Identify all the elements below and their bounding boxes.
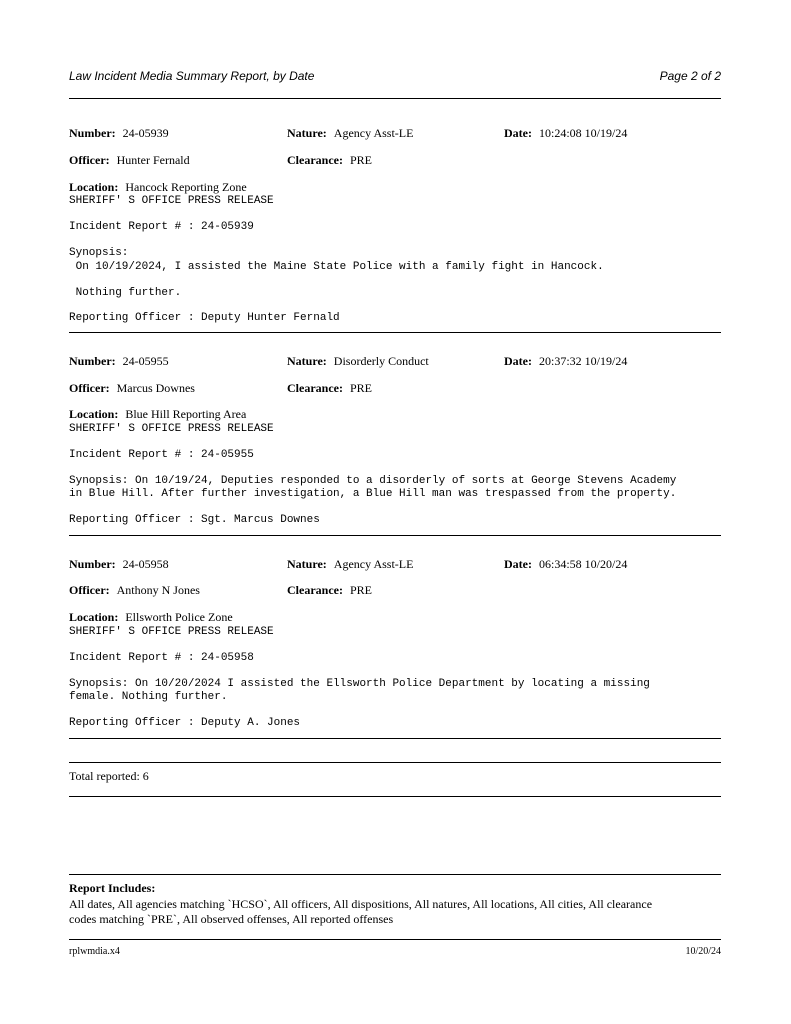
incident-date (504, 354, 627, 369)
clearance-value: PRE (349, 381, 372, 395)
reporting-officer-line: Reporting Officer : Deputy A. Jones (69, 717, 301, 729)
number-label: Number: (69, 557, 116, 571)
clearance-label: Clearance: (287, 583, 343, 597)
reporting-officer-line: Reporting Officer : Sgt. Marcus Downes (69, 514, 320, 526)
divider (69, 535, 721, 536)
incident-number (69, 557, 169, 572)
synopsis-line: female. Nothing further. (69, 691, 228, 703)
incident-location (69, 610, 233, 625)
office-line: SHERIFF' S OFFICE PRESS RELEASE (69, 195, 274, 207)
page-indicator: Page 2 of 2 (659, 69, 721, 83)
date-label: Date: (504, 354, 532, 368)
total-reported: Total reported: 6 (69, 769, 149, 783)
report-includes-text: All dates, All agencies matching `HCSO`, All officers, All dispositions, All natures, All locations, All cities, All clearance (69, 897, 653, 911)
incident-officer (69, 381, 195, 396)
date-label: Date: (504, 557, 532, 571)
report-includes-heading: Report Includes: (69, 881, 156, 895)
divider (69, 738, 721, 739)
divider (69, 874, 721, 875)
office-line: SHERIFF' S OFFICE PRESS RELEASE (69, 626, 274, 638)
synopsis-line: Synopsis: (69, 247, 129, 259)
nature-label: Nature: (287, 126, 327, 140)
footer-report-id: rplwmdia.x4 (69, 946, 120, 957)
nature-label: Nature: (287, 557, 327, 571)
divider (69, 762, 721, 763)
nature-value: Disorderly Conduct (333, 354, 429, 368)
synopsis-line: On 10/19/2024, I assisted the Maine State Police with a family fight in Hancock. (69, 261, 604, 273)
incident-location (69, 180, 247, 195)
incident-location (69, 407, 246, 422)
divider (69, 332, 721, 333)
location-value: Blue Hill Reporting Area (125, 407, 247, 421)
incident-report-line: Incident Report # : 24-05958 (69, 652, 254, 664)
incident-number (69, 126, 169, 141)
incident-clearance (287, 381, 372, 396)
location-label: Location: (69, 180, 119, 194)
location-value: Hancock Reporting Zone (125, 180, 247, 194)
incident-nature (287, 354, 429, 369)
officer-value: Hunter Fernald (116, 153, 190, 167)
clearance-value: PRE (349, 583, 372, 597)
officer-value: Anthony N Jones (116, 583, 200, 597)
officer-label: Officer: (69, 381, 110, 395)
report-title: Law Incident Media Summary Report, by Date (69, 69, 315, 83)
incident-officer (69, 153, 190, 168)
date-value: 06:34:58 10/20/24 (538, 557, 628, 571)
location-label: Location: (69, 407, 119, 421)
synopsis-line: Synopsis: On 10/19/24, Deputies responded to a disorderly of sorts at George Stevens Academy (69, 475, 677, 487)
incident-nature (287, 557, 413, 572)
date-value: 10:24:08 10/19/24 (538, 126, 628, 140)
incident-clearance (287, 583, 372, 598)
number-value: 24-05939 (122, 126, 169, 140)
nature-value: Agency Asst-LE (333, 557, 414, 571)
incident-report-line: Incident Report # : 24-05939 (69, 221, 254, 233)
incident-number (69, 354, 169, 369)
office-line: SHERIFF' S OFFICE PRESS RELEASE (69, 423, 274, 435)
nature-value: Agency Asst-LE (333, 126, 414, 140)
location-value: Ellsworth Police Zone (125, 610, 233, 624)
nature-label: Nature: (287, 354, 327, 368)
divider (69, 939, 721, 940)
officer-value: Marcus Downes (116, 381, 195, 395)
number-value: 24-05955 (122, 354, 169, 368)
number-label: Number: (69, 126, 116, 140)
divider (69, 796, 721, 797)
number-value: 24-05958 (122, 557, 169, 571)
divider (69, 98, 721, 99)
footer-date: 10/20/24 (685, 946, 721, 957)
incident-report-line: Incident Report # : 24-05955 (69, 449, 254, 461)
incident-date (504, 557, 627, 572)
location-label: Location: (69, 610, 119, 624)
synopsis-line: Synopsis: On 10/20/2024 I assisted the Ellsworth Police Department by locating a missing (69, 678, 650, 690)
report-includes-text: codes matching `PRE`, All observed offenses, All reported offenses (69, 912, 394, 926)
incident-officer (69, 583, 200, 598)
clearance-label: Clearance: (287, 381, 343, 395)
date-label: Date: (504, 126, 532, 140)
synopsis-line: Nothing further. (69, 287, 182, 299)
incident-clearance (287, 153, 372, 168)
incident-nature (287, 126, 413, 141)
clearance-label: Clearance: (287, 153, 343, 167)
number-label: Number: (69, 354, 116, 368)
officer-label: Officer: (69, 583, 110, 597)
date-value: 20:37:32 10/19/24 (538, 354, 628, 368)
incident-date (504, 126, 627, 141)
officer-label: Officer: (69, 153, 110, 167)
synopsis-line: in Blue Hill. After further investigation, a Blue Hill man was trespassed from the property. (69, 488, 677, 500)
clearance-value: PRE (349, 153, 372, 167)
reporting-officer-line: Reporting Officer : Deputy Hunter Fernald (69, 312, 340, 324)
